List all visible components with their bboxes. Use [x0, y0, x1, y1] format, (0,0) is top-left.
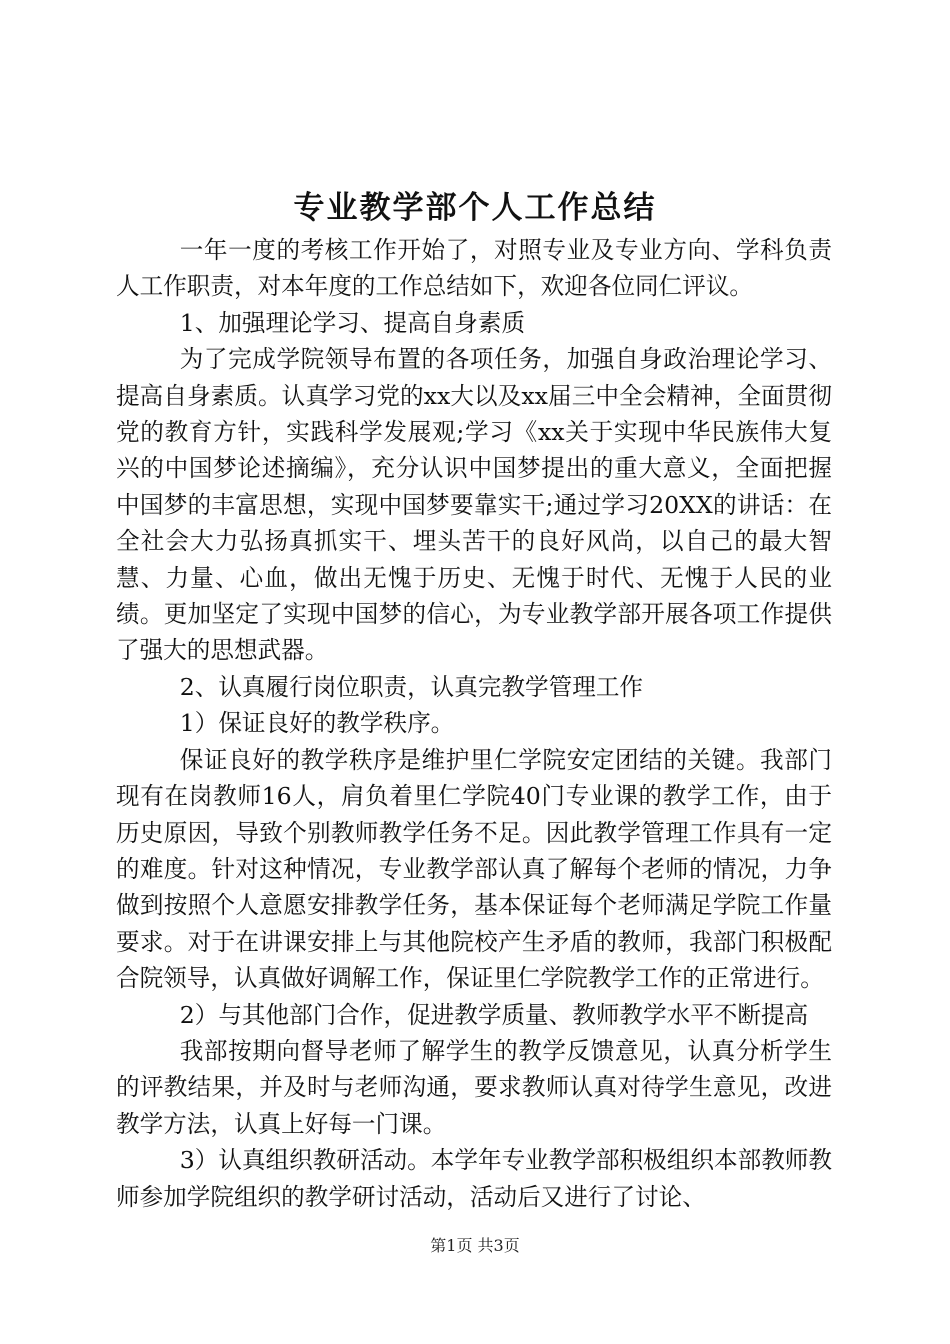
subsection-heading-2: 2）与其他部门合作，促进教学质量、教师教学水平不断提高: [179, 1000, 809, 1029]
section-heading-1: 1、加强理论学习、提高自身素质: [179, 308, 526, 337]
paragraph-subsection-1: 保证良好的教学秩序是维护里仁学院安定团结的关键。我部门现有在岗教师16人，肩负着里仁学院40门专业课的教学工作，由于历史原因，导致个别教师教学任务不足。因此教学管理工作具有一定的难度。针对这种情况，专业教学部认真了解每个老师的情况，力争做到按照个人意愿安排教学任务，基本保证每个老师满足学院工作量要求。对于在讲课安排上与其他院校产生矛盾的教师，我部门积极配合院领导，认真做好调解工作，保证里仁学院教学工作的正常进行。: [116, 745, 832, 993]
paragraph-subsection-2: 我部按期向督导老师了解学生的教学反馈意见，认真分析学生的评教结果，并及时与老师沟通，要求教师认真对待学生意见，改进教学方法，认真上好每一门课。: [116, 1036, 832, 1138]
document-body: [116, 232, 832, 1215]
section-heading-2: 2、认真履行岗位职责，认真完教学管理工作: [179, 672, 644, 701]
document-title: 专业教学部个人工作总结: [293, 190, 657, 226]
paragraph-intro: 一年一度的考核工作开始了，对照专业及专业方向、学科负责人工作职责，对本年度的工作总结如下，欢迎各位同仁评议。: [116, 236, 832, 301]
subsection-heading-1: 1）保证良好的教学秩序。: [179, 709, 455, 738]
paragraph-section-1: 为了完成学院领导布置的各项任务，加强自身政治理论学习、提高自身素质。认真学习党的xx大以及xx届三中全会精神，全面贯彻党的教育方针，实践科学发展观;学习《xx关于实现中华民族伟大复兴的中国梦论述摘编》，充分认识中国梦提出的重大意义，全面把握中国梦的丰富思想，实现中国梦要靠实干;通过学习20XX的讲话：在全社会大力弘扬真抓实干、埋头苦干的良好风尚，以自己的最大智慧、力量、心血，做出无愧于历史、无愧于时代、无愧于人民的业绩。更加坚定了实现中国梦的信心，为专业教学部开展各项工作提供了强大的思想武器。: [116, 345, 832, 665]
paragraph-subsection-3: 3）认真组织教研活动。本学年专业教学部积极组织本部教师教师参加学院组织的教学研讨活动，活动后又进行了讨论、: [116, 1146, 832, 1211]
page-number: 第1页 共3页: [430, 1236, 520, 1255]
